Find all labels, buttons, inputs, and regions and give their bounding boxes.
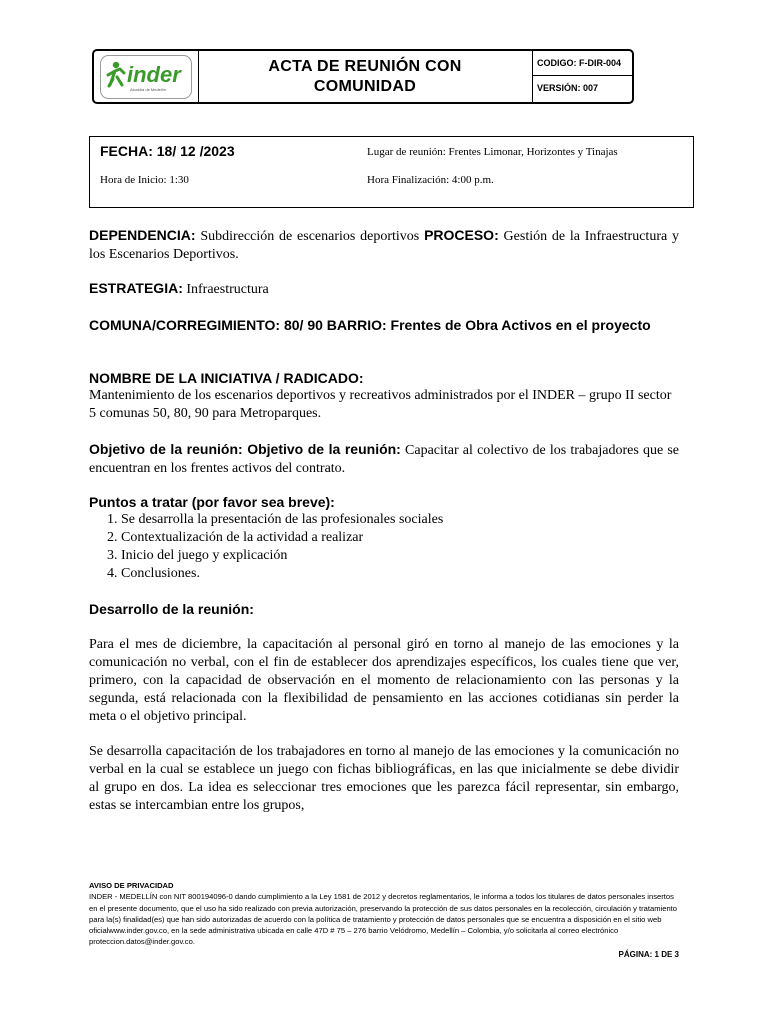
- desarrollo-paragraph-2: Se desarrolla capacitación de los trabajadores en torno al manejo de las emociones y la comunicación no verbal en la cual se establece un juego con fichas bibliográficas, en las que inicialmente se debe dividir al grupo en dos. La idea es seleccionar tres emociones que les parezca fácil representar, sin embargo, estas se intercambian entre los grupos,: [89, 744, 679, 813]
- inder-logo: [100, 55, 192, 99]
- meeting-place: Lugar de reunión: Frentes Limonar, Horizontes y Tinajas: [367, 146, 618, 158]
- end-time: Hora Finalización: 4:00 p.m.: [367, 174, 494, 186]
- document-title: [198, 51, 532, 102]
- proceso-label: PROCESO:: [424, 227, 499, 243]
- puntos-section: [89, 493, 679, 583]
- title-line-1: ACTA DE REUNIÓN CON: [268, 57, 462, 75]
- iniciativa-value: Mantenimiento de los escenarios deportivos y recreativos administrados por el INDER – grupo II sector 5 comunas 50, 80, 90 para Metroparques.: [89, 388, 672, 421]
- logo-wordmark: inder: [127, 62, 181, 87]
- iniciativa-label: NOMBRE DE LA INICIATIVA / RADICADO:: [89, 370, 364, 386]
- desarrollo-label: Desarrollo de la reunión:: [89, 601, 254, 617]
- estrategia-section: [89, 279, 679, 299]
- privacy-text: INDER - MEDELLÍN con NIT 800194096-0 dando cumplimiento a la Ley 1581 de 2012 y decretos reglamentarios, le informa a todos los titulares de datos personales insertos en el presente documento, que el uso ha sido realizado con previa autorización, preservando la protección de sus datos personales en la recolección, circulación y tratamiento para la(s) finalidad(es) que han sido autorizadas de acuerdo con la política de tratamiento y protección de datos personales que se encuentra a disposición en el sitio web oficialwww.inder.gov.co, en la sede administrativa ubicada en calle 47D # 75 – 276 barrio Velódromo, Medellín – Colombia, y/o solicitarla al correo electrónico proteccion.datos@inder.gov.co.: [89, 892, 678, 947]
- objetivo-section: [89, 440, 679, 478]
- start-time: Hora de Inicio: 1:30: [100, 174, 189, 186]
- proceso-value: Gestión de la Infraestructura y los Escenarios Deportivos.: [89, 229, 679, 262]
- document-version: VERSIÓN: 007: [537, 83, 599, 93]
- desarrollo-heading: [89, 600, 679, 620]
- desarrollo-paragraph-1: Para el mes de diciembre, la capacitación al personal giró en torno al manejo de las emociones y la comunicación no verbal, con el fin de establecer dos aprendizajes específicos, los cuales tiene que ver, primero, con la capacidad de observación en el momento de relacionamiento con las personas y la segunda, está relacionada con la flexibilidad de pensamiento en las acciones cotidianas sin perder la meta o el objetivo principal.: [89, 637, 679, 724]
- objetivo-value: Capacitar al colectivo de los trabajadores que se encuentran en los frentes activos del contrato.: [89, 443, 679, 476]
- logo-cell: [94, 51, 199, 102]
- privacy-notice: [89, 880, 681, 948]
- puntos-label: Puntos a tratar (por favor sea breve):: [89, 494, 335, 510]
- meeting-date: FECHA: 18/ 12 /2023: [100, 143, 235, 159]
- document-code: CODIGO: F-DIR-004: [533, 51, 633, 76]
- dependencia-label: DEPENDENCIA:: [89, 227, 196, 243]
- privacy-title: AVISO DE PRIVACIDAD: [89, 881, 174, 890]
- page-number: PÁGINA: 1 DE 3: [618, 950, 679, 959]
- estrategia-label: ESTRATEGIA:: [89, 280, 183, 296]
- dependencia-section: [89, 226, 679, 264]
- iniciativa-section: [89, 369, 679, 423]
- list-item: 4. Conclusiones.: [107, 566, 200, 581]
- list-item: 3. Inicio del juego y explicación: [107, 548, 288, 563]
- comuna-section: COMUNA/CORREGIMIENTO: 80/ 90 BARRIO: Frentes de Obra Activos en el proyecto: [89, 317, 651, 333]
- document-header: [92, 49, 634, 104]
- title-line-2: COMUNIDAD: [313, 77, 417, 95]
- list-item: 1. Se desarrolla la presentación de las profesionales sociales: [107, 512, 444, 527]
- objetivo-label: Objetivo de la reunión: Objetivo de la reunión:: [89, 441, 401, 457]
- puntos-list: [89, 511, 679, 583]
- logo-tagline: Alcaldía de Medellín: [130, 87, 167, 92]
- code-cell: [532, 51, 633, 102]
- estrategia-value: Infraestructura: [186, 282, 269, 297]
- list-item: 2. Contextualización de la actividad a realizar: [107, 530, 364, 545]
- dependencia-value: Subdirección de escenarios deportivos: [200, 229, 420, 244]
- meeting-info-box: [89, 136, 694, 208]
